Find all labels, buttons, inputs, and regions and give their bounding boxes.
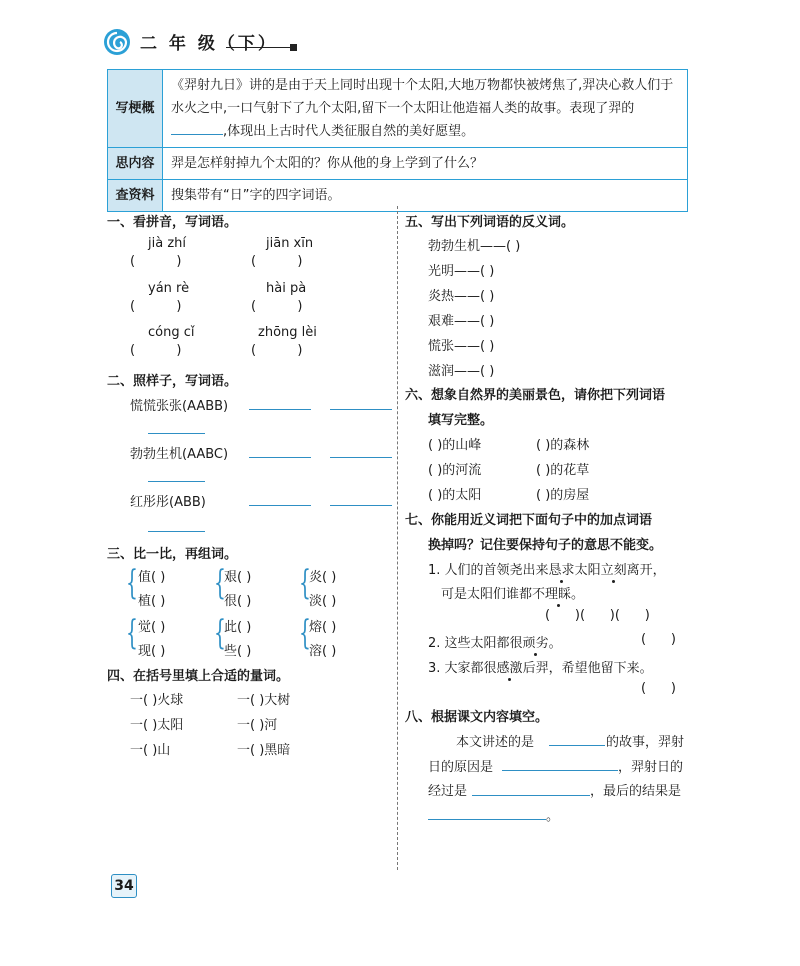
- answer-line[interactable]: [472, 795, 590, 796]
- char-item[interactable]: 些( ): [224, 644, 252, 659]
- header-rule-end: [290, 44, 297, 51]
- dotted-text: 顽劣: [523, 632, 549, 651]
- answer-paren[interactable]: ( ): [641, 632, 676, 647]
- answer-paren[interactable]: ( ): [641, 681, 676, 696]
- answer-line[interactable]: [148, 481, 205, 482]
- dotted-text: 恳求: [549, 559, 575, 578]
- dotted-text: 理睬: [545, 583, 571, 602]
- char-item[interactable]: 艰( ): [224, 570, 252, 585]
- section-1-title: 一、看拼音，写词语。: [107, 215, 238, 230]
- summary-text: 《羿射九日》讲的是由于天上同时出现十个太阳,大地万物都快被烤焦了,羿决心救人们于水火之中,一口气射下了九个太阳,留下一个太阳让他造福人类的故事。表现了羿的: [171, 78, 674, 116]
- answer-line[interactable]: [330, 409, 392, 410]
- text: 后羿，希望他留下来。: [522, 661, 653, 676]
- text: 。: [548, 636, 562, 651]
- answer-line[interactable]: [249, 505, 311, 506]
- answer-paren[interactable]: ( ): [251, 343, 303, 358]
- header-rule: [226, 47, 292, 48]
- brace: {: [214, 563, 226, 603]
- fill-text: 日的原因是: [428, 760, 494, 775]
- answer-paren[interactable]: ( ): [130, 343, 182, 358]
- text: 太阳: [574, 563, 601, 578]
- answer-line[interactable]: [330, 457, 392, 458]
- table-row: [108, 70, 688, 148]
- brace: {: [126, 613, 138, 653]
- char-item[interactable]: 植( ): [138, 594, 166, 609]
- summary-table: [107, 69, 688, 212]
- answer-line[interactable]: [148, 531, 205, 532]
- measure-item[interactable]: 一( )大树: [237, 693, 291, 708]
- text: 1. 人们的首领尧出来: [428, 563, 549, 578]
- char-item[interactable]: 此( ): [224, 620, 252, 635]
- dotted-word: [549, 563, 575, 578]
- pinyin: cóng cǐ: [148, 325, 195, 340]
- measure-item[interactable]: 一( )山: [130, 743, 171, 758]
- section-6-title-cont: 填写完整。: [428, 413, 494, 428]
- answer-line[interactable]: [249, 457, 311, 458]
- text: 离开，: [626, 563, 666, 578]
- antonym-item[interactable]: 滋润——( ): [428, 364, 495, 379]
- measure-item[interactable]: 一( )黑暗: [237, 743, 291, 758]
- char-item[interactable]: 觉( ): [138, 620, 166, 635]
- pinyin: jiān xīn: [266, 236, 314, 251]
- column-divider: [397, 206, 398, 870]
- antonym-item[interactable]: 炎热——( ): [428, 289, 495, 304]
- answer-line[interactable]: [428, 819, 546, 820]
- row-text: 羿是怎样射掉九个太阳的？你从他的身上学到了什么？: [163, 148, 688, 180]
- antonym-item[interactable]: 慌张——( ): [428, 339, 495, 354]
- sentence-3: [428, 657, 653, 676]
- fill-text: 的故事，羿射: [606, 735, 685, 750]
- answer-line[interactable]: [249, 409, 311, 410]
- example-word: 红彤彤(ABB): [130, 495, 206, 510]
- char-item[interactable]: 很( ): [224, 594, 252, 609]
- pinyin: jià zhí: [148, 236, 186, 251]
- fill-blank[interactable]: [171, 122, 223, 135]
- text: 。: [571, 587, 585, 602]
- pinyin: yán rè: [148, 281, 190, 296]
- row-text: [163, 70, 688, 148]
- char-item[interactable]: 炎( ): [309, 570, 337, 585]
- dotted-text: 立刻: [601, 559, 627, 578]
- phrase-item[interactable]: ( )的河流: [428, 463, 482, 478]
- phrase-item[interactable]: ( )的房屋: [536, 488, 590, 503]
- answer-line[interactable]: [549, 745, 605, 746]
- dotted-text: 感激: [497, 657, 523, 676]
- phrase-item[interactable]: ( )的山峰: [428, 438, 482, 453]
- pinyin: hài pà: [266, 281, 307, 296]
- row-label: 写梗概: [108, 70, 163, 148]
- fill-text: ，羿射日的: [618, 760, 684, 775]
- section-7-title: 七、你能用近义词把下面句子中的加点词语: [405, 513, 653, 528]
- char-item[interactable]: 熔( ): [309, 620, 337, 635]
- answer-line[interactable]: [330, 505, 392, 506]
- answer-paren[interactable]: ( ): [130, 254, 182, 269]
- section-2-title: 二、照样子，写词语。: [107, 374, 238, 389]
- row-label: 查资料: [108, 180, 163, 212]
- spiral-logo-icon: [103, 28, 131, 56]
- answer-paren[interactable]: ( ): [130, 299, 182, 314]
- phrase-item[interactable]: ( )的太阳: [428, 488, 482, 503]
- char-item[interactable]: 值( ): [138, 570, 166, 585]
- measure-item[interactable]: 一( )火球: [130, 693, 184, 708]
- section-6-title: 六、想象自然界的美丽景色，请你把下列词语: [405, 388, 666, 403]
- antonym-item[interactable]: 光明——( ): [428, 264, 495, 279]
- page-number: 34: [111, 874, 137, 898]
- char-item[interactable]: 溶( ): [309, 644, 337, 659]
- grade-title: 二 年 级（下）: [140, 34, 278, 54]
- section-4-title: 四、在括号里填上合适的量词。: [107, 669, 290, 684]
- section-7-title-cont: 换掉吗？记住要保持句子的意思不能变。: [428, 538, 663, 553]
- fill-text: 经过是: [428, 784, 468, 799]
- measure-item[interactable]: 一( )河: [237, 718, 278, 733]
- char-item[interactable]: 淡( ): [309, 594, 337, 609]
- brace: {: [126, 563, 138, 603]
- answer-line[interactable]: [502, 770, 618, 771]
- text: 3. 大家都很: [428, 661, 497, 676]
- pinyin: zhōng lèi: [258, 325, 317, 340]
- section-3-title: 三、比一比，再组词。: [107, 547, 238, 562]
- section-5-title: 五、写出下列词语的反义词。: [405, 215, 575, 230]
- summary-text-end: ,体现出上古时代人类征服自然的美好愿望。: [223, 124, 475, 139]
- answer-paren[interactable]: ( ): [251, 254, 303, 269]
- brace: {: [299, 563, 311, 603]
- sentence-1: [428, 559, 666, 578]
- answer-paren[interactable]: ( ): [251, 299, 303, 314]
- brace: {: [299, 613, 311, 653]
- measure-item[interactable]: 一( )太阳: [130, 718, 184, 733]
- sentence-1-cont: [441, 583, 584, 602]
- row-text: 搜集带有“日”字的四字词语。: [163, 180, 688, 212]
- section-8-title: 八、根据课文内容填空。: [405, 710, 549, 725]
- table-row: [108, 148, 688, 180]
- phrase-item[interactable]: ( )的花草: [536, 463, 590, 478]
- example-word: 慌慌张张(AABB): [130, 399, 229, 414]
- antonym-item[interactable]: 艰难——( ): [428, 314, 495, 329]
- example-word: 勃勃生机(AABC): [130, 447, 229, 462]
- fill-text: 。: [546, 809, 560, 824]
- sentence-2: [428, 632, 562, 651]
- text: 可是太阳们谁都不: [441, 587, 546, 602]
- fill-text: ，最后的结果是: [590, 784, 682, 799]
- row-label: 思内容: [108, 148, 163, 180]
- answer-paren[interactable]: ( )( )( ): [545, 608, 650, 623]
- char-item[interactable]: 现( ): [138, 644, 166, 659]
- fill-text: 本文讲述的是: [456, 735, 535, 750]
- text: 2. 这些太阳都很: [428, 636, 523, 651]
- antonym-item[interactable]: 勃勃生机——( ): [428, 239, 521, 254]
- brace: {: [214, 613, 226, 653]
- phrase-item[interactable]: ( )的森林: [536, 438, 590, 453]
- answer-line[interactable]: [148, 433, 205, 434]
